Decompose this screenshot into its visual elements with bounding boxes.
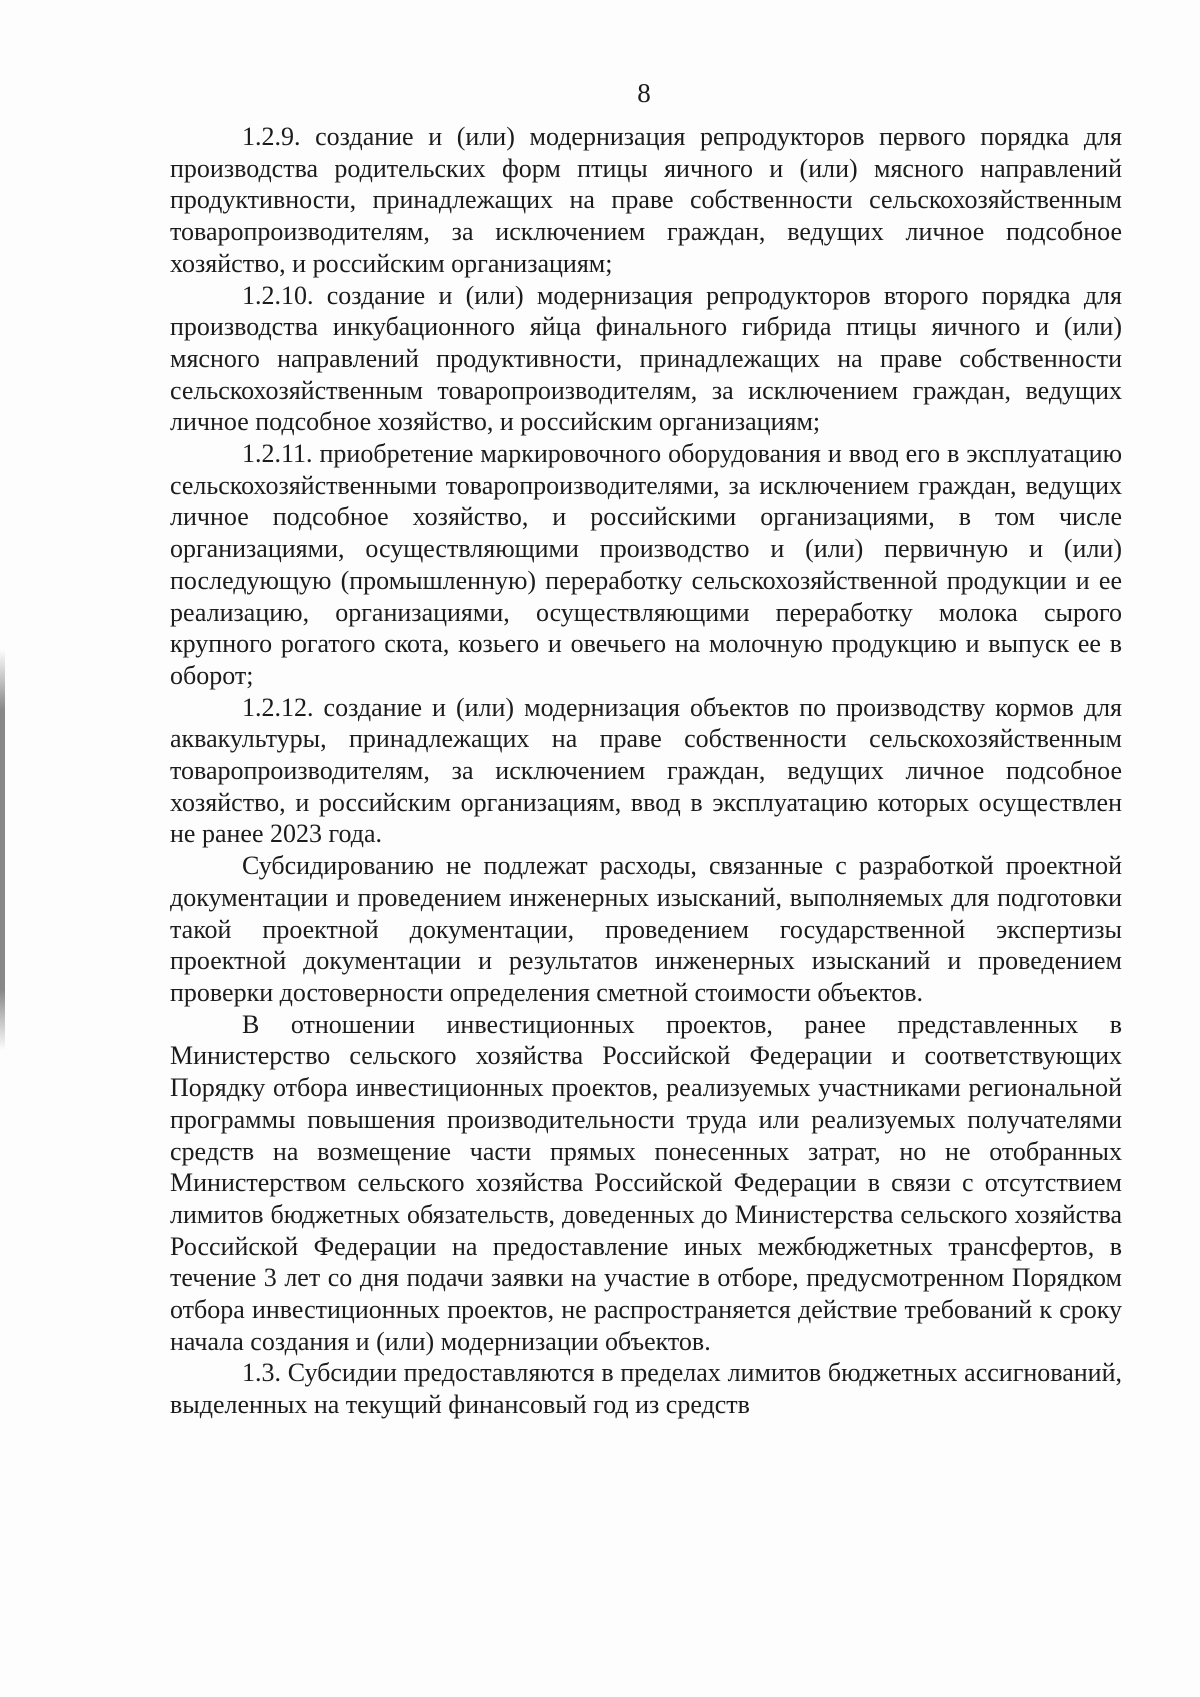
scan-edge-shadow: [0, 650, 5, 1050]
page-number: 8: [637, 78, 651, 108]
paragraph-1-2-10: 1.2.10. создание и (или) модернизация репродукторов второго порядка для производства инкубационного яйца финального гибрида птицы яичного и (или) мясного направлений продуктивности, принадлежащих на праве собственности сельскохозяйственным товаропроизводителям, за исключением граждан, ведущих личное подсобное хозяйство, и российским организациям;: [170, 280, 1122, 437]
paragraph-1-2-11: 1.2.11. приобретение маркировочного оборудования и ввод его в эксплуатацию сельскохозяйственными товаропроизводителями, за исключением граждан, ведущих личное подсобное хозяйство, и российскими организациями, в том числе организациями, осуществляющими производство и (или) первичную и (или) последующую (промышленную) переработку сельскохозяйственной продукции и ее реализацию, организациями, осуществляющими переработку молока сырого крупного рогатого скота, козьего и овечьего на молочную продукцию и выпуск ее в оборот;: [170, 439, 1122, 690]
paragraph-investment-projects: В отношении инвестиционных проектов, ранее представленных в Министерство сельского хозяйства Российской Федерации и соответствующих Порядку отбора инвестиционных проектов, реализуемых участниками региональной программы повышения производительности труда или реализуемых получателями средств на возмещение части прямых понесенных затрат, но не отобранных Министерством сельского хозяйства Российской Федерации в связи с отсутствием лимитов бюджетных обязательств, доведенных до Министерства сельского хозяйства Российской Федерации на предоставление иных межбюджетных трансфертов, в течение 3 лет со дня подачи заявки на участие в отборе, предусмотренном Порядком отбора инвестиционных проектов, не распространяется действие требований к сроку начала создания и (или) модернизации объектов.: [170, 1009, 1122, 1356]
document-body: [170, 121, 1122, 1421]
paragraph-1-2-9: 1.2.9. создание и (или) модернизация репродукторов первого порядка для производства родительских форм птицы яичного и (или) мясного направлений продуктивности, принадлежащих на праве собственности сельскохозяйственным товаропроизводителям, за исключением граждан, ведущих личное подсобное хозяйство, и российским организациям;: [170, 122, 1122, 278]
paragraph-1-3: 1.3. Субсидии предоставляются в пределах лимитов бюджетных ассигнований, выделенных на текущий финансовый год из средств: [170, 1358, 1122, 1420]
paragraph-subsidy-exclusions: Субсидированию не подлежат расходы, связанные с разработкой проектной документации и проведением инженерных изысканий, выполняемых для подготовки такой проектной документации, проведением государственной экспертизы проектной документации и результатов инженерных изысканий и проведением проверки достоверности определения сметной стоимости объектов.: [170, 851, 1122, 1007]
paragraph-1-2-12: 1.2.12. создание и (или) модернизация объектов по производству кормов для аквакультуры, принадлежащих на праве собственности сельскохозяйственным товаропроизводителям, за исключением граждан, ведущих личное подсобное хозяйство, и российским организациям, ввод в эксплуатацию которых осуществлен не ранее 2023 года.: [170, 692, 1122, 849]
